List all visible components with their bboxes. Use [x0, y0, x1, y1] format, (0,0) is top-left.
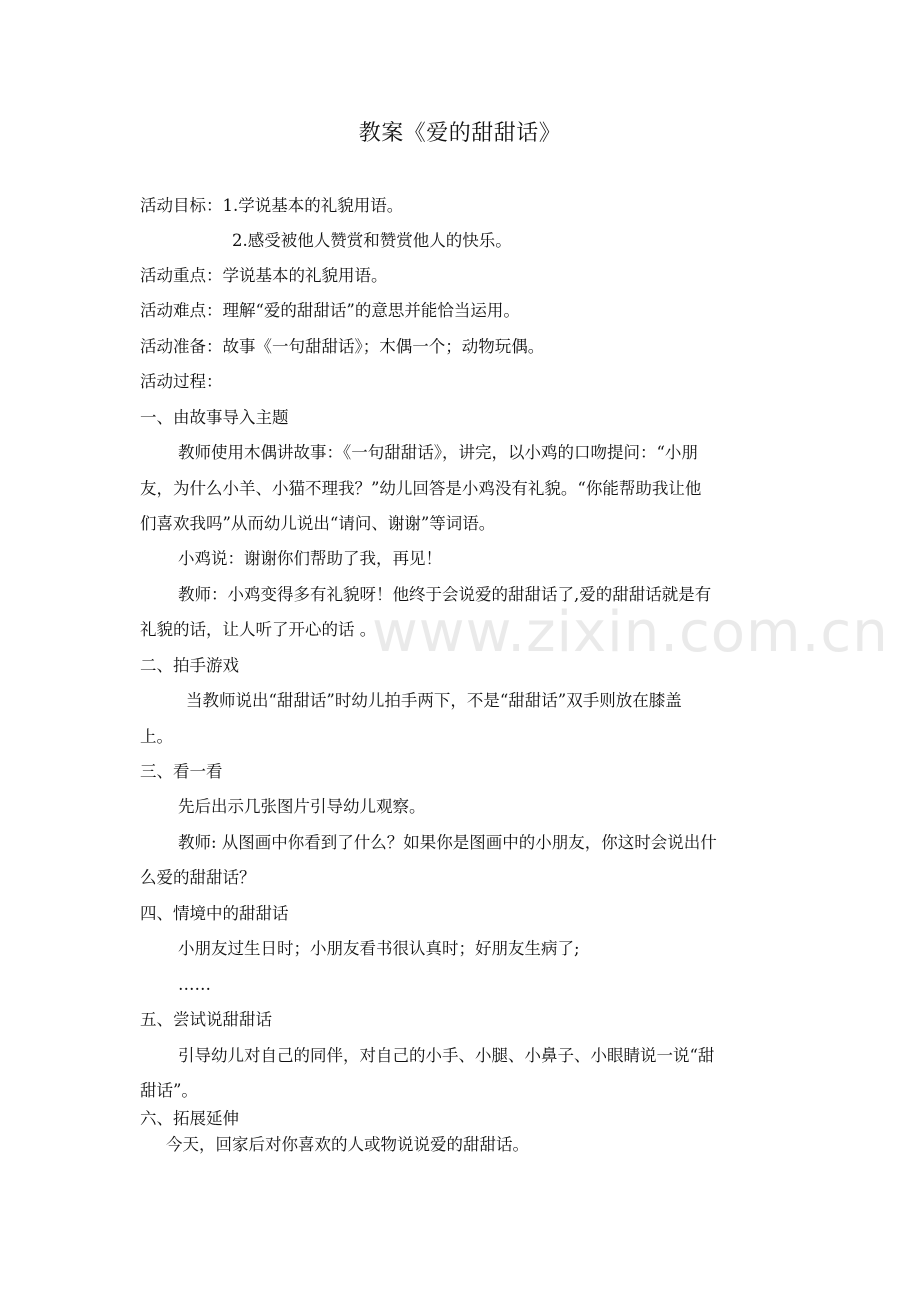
goal-1: 1.学说基本的礼貌用语。 [222, 196, 404, 215]
section-2-paragraph-1-cont: 上。 [140, 727, 173, 746]
section-4-heading: 四、情境中的甜甜话 [140, 904, 289, 923]
document-title: 教案《爱的甜甜话》 [358, 121, 562, 146]
difficulty-line: 活动难点：理解“爱的甜甜话”的意思并能恰当运用。 [140, 301, 520, 320]
focus-line: 活动重点：学说基本的礼貌用语。 [140, 266, 388, 285]
section-1-paragraph-1: 教师使用木偶讲故事：《一句甜甜话》，讲完，以小鸡的口吻提问：“小朋 [178, 443, 698, 462]
preparation-line: 活动准备：故事《一句甜甜话》；木偶一个；动物玩偶。 [140, 337, 545, 356]
section-1-paragraph-1-cont: 友，为什么小羊、小猫不理我？”幼儿回答是小鸡没有礼貌。“你能帮助我让他 [140, 479, 702, 498]
section-1-paragraph-3-cont: 礼貌的话，让人听了开心的话 。 [140, 620, 377, 639]
section-1-paragraph-1-cont2: 们喜欢我吗”从而幼儿说出“请问、谢谢”等词语。 [140, 514, 496, 533]
section-1-heading: 一、由故事导入主题 [140, 408, 289, 427]
section-4-paragraph-1: 小朋友过生日时；小朋友看书很认真时；好朋友生病了; [178, 939, 580, 958]
goals-line [140, 194, 403, 218]
section-5-paragraph-1-cont: 甜话”。 [140, 1081, 198, 1100]
section-1-paragraph-3: 教师：小鸡变得多有礼貌呀！他终于会说爱的甜甜话了,爱的甜甜话就是有 [178, 585, 712, 604]
section-5-paragraph-1: 引导幼儿对自己的同伴，对自己的小手、小腿、小鼻子、小眼睛说一说“甜 [178, 1046, 715, 1065]
section-6-heading: 六、拓展延伸 [140, 1109, 239, 1128]
goals-label: 活动目标： [140, 196, 223, 215]
section-4-ellipsis: …… [178, 975, 211, 994]
section-3-paragraph-1: 先后出示几张图片引导幼儿观察。 [178, 797, 426, 816]
section-3-paragraph-2-cont: 么爱的甜甜话？ [140, 868, 256, 887]
section-2-heading: 二、拍手游戏 [140, 656, 239, 675]
section-5-heading: 五、尝试说甜甜话 [140, 1010, 272, 1029]
watermark: www.zixin.com.cn [372, 600, 889, 665]
section-3-paragraph-2: 教师: 从图画中你看到了什么？如果你是图画中的小朋友，你这时会说出什 [178, 833, 717, 852]
goal-2: 2.感受被他人赞赏和赞赏他人的快乐。 [232, 231, 512, 250]
section-2-paragraph-1: 当教师说出“甜甜话”时幼儿拍手两下，不是“甜甜话”双手则放在膝盖 [186, 691, 682, 710]
section-3-heading: 三、看一看 [140, 762, 223, 781]
section-1-paragraph-2: 小鸡说：谢谢你们帮助了我，再见！ [178, 549, 442, 568]
process-label: 活动过程： [140, 372, 223, 391]
section-6-paragraph-1: 今天，回家后对你喜欢的人或物说说爱的甜甜话。 [166, 1135, 529, 1154]
